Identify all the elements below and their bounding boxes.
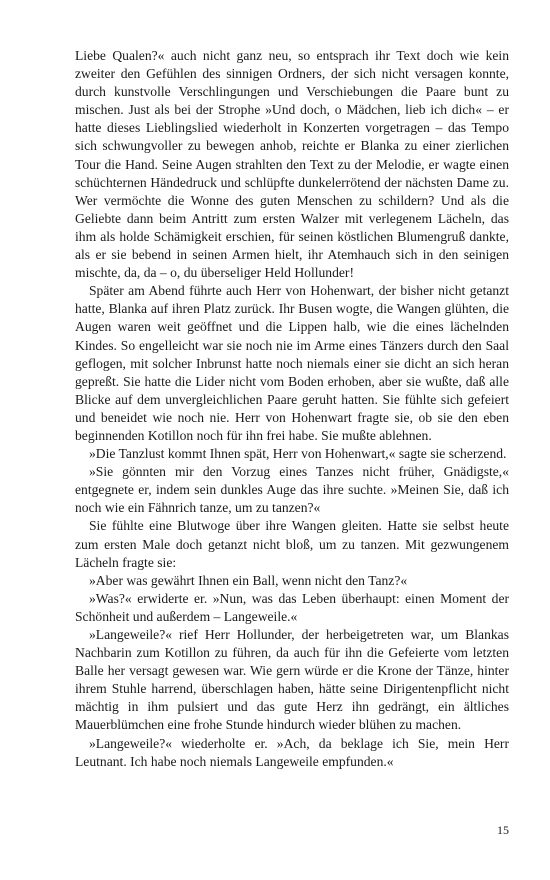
paragraph-1: Liebe Qualen?« auch nicht ganz neu, so entsprach ihr Text doch wie kein zweiter den Gefühlen des sinnigen Ordners, der sich nicht versagen konnte, durch kunstvolle Verschlingungen und Verschiebungen die Paare bunt zu mischen. Just als bei der Strophe »Und doch, o Mädchen, lieb ich dich« – er hatte dieses Lieblingslied wiederholt in Konzerten vorgetragen – das Tempo sich schwungvoller zu bewegen anhob, reichte er Blanka zu einer zierlichen Tour die Hand. Seine Augen strahlten den Text zu der Melodie, er wagte einen schüchternen Händedruck und schlüpfte dunkelerrötend der nächsten Dame zu. Wer vermöchte die Wonne des guten Menschen zu schildern? Und als die Geliebte dann beim Antritt zum ersten Walzer mit verlegenem Lächeln, das ihm als holde Schämigkeit erschien, für seinen köstlichen Blumengruß dankte, als er sie bebend in seinen Armen hielt, ihr Atemhauch sich in den seinigen mischte, da, da – o, du überseliger Held Hollunder! [75, 48, 509, 281]
page-number: 15 [497, 823, 509, 837]
paragraph-5: Sie fühlte eine Blutwoge über ihre Wangen gleiten. Hatte sie selbst heute zum ersten Male doch getanzt nicht bloß, um zu tanzen. Mit gezwungenem Lächeln fragte sie: [75, 518, 509, 570]
page-text-block [75, 47, 509, 771]
paragraph-2: Später am Abend führte auch Herr von Hohenwart, der bisher nicht getanzt hatte, Blanka auf ihren Platz zurück. Ihr Busen wogte, die Wangen glühten, die Augen waren weit geöffnet und die Lippen halb, wie die eines lächelnden Kindes. So engelleicht war sie noch nie im Arme eines Tänzers durch den Saal geflogen, mit solcher Inbrunst hatte noch niemals einer sie dicht an sich heran gepreßt. Sie hatte die Lider nicht vom Boden erhoben, aber sie wußte, daß alle Blicke auf dem unvergleichlichen Paare geruht hatten. Sie fühlte sich gefeiert und beneidet wie noch nie. Herr von Hohenwart fragte sie, ob sie den eben beginnenden Kotillon noch für ihn frei habe. Sie mußte ablehnen. [75, 283, 509, 443]
paragraph-8: »Langeweile?« rief Herr Hollunder, der herbeigetreten war, um Blankas Nachbarin zum Kotillon zu führen, da auch für ihn die Gefeierte vom letzten Balle her versagt gewesen war. Wie gern würde er die Krone der Tänze, hinter ihrem Stuhle harrend, überschlagen haben, hätte seine Dirigentenpflicht nicht mächtig in ihm pulsiert und das gute Herz ihn gedrängt, ein ältliches Mauerblümchen eine frohe Stunde hindurch wieder blühen zu machen. [75, 627, 509, 733]
paragraph-4: »Sie gönnten mir den Vorzug eines Tanzes nicht früher, Gnädigste,« entgegnete er, indem sein dunkles Auge das ihre suchte. »Meinen Sie, daß ich noch wie ein Fähnrich tanze, um zu tanzen?« [75, 464, 509, 516]
paragraph-3: »Die Tanzlust kommt Ihnen spät, Herr von Hohenwart,« sagte sie scherzend. [89, 446, 507, 462]
paragraph-6: »Aber was gewährt Ihnen ein Ball, wenn nicht den Tanz?« [89, 572, 408, 588]
paragraph-9: »Langeweile?« wiederholte er. »Ach, da beklage ich Sie, mein Herr Leutnant. Ich habe noch niemals Langeweile empfunden.« [75, 735, 509, 769]
paragraph-7: »Was?« erwiderte er. »Nun, was das Leben überhaupt: einen Moment der Schönheit und außerdem – Langeweile.« [75, 590, 509, 624]
